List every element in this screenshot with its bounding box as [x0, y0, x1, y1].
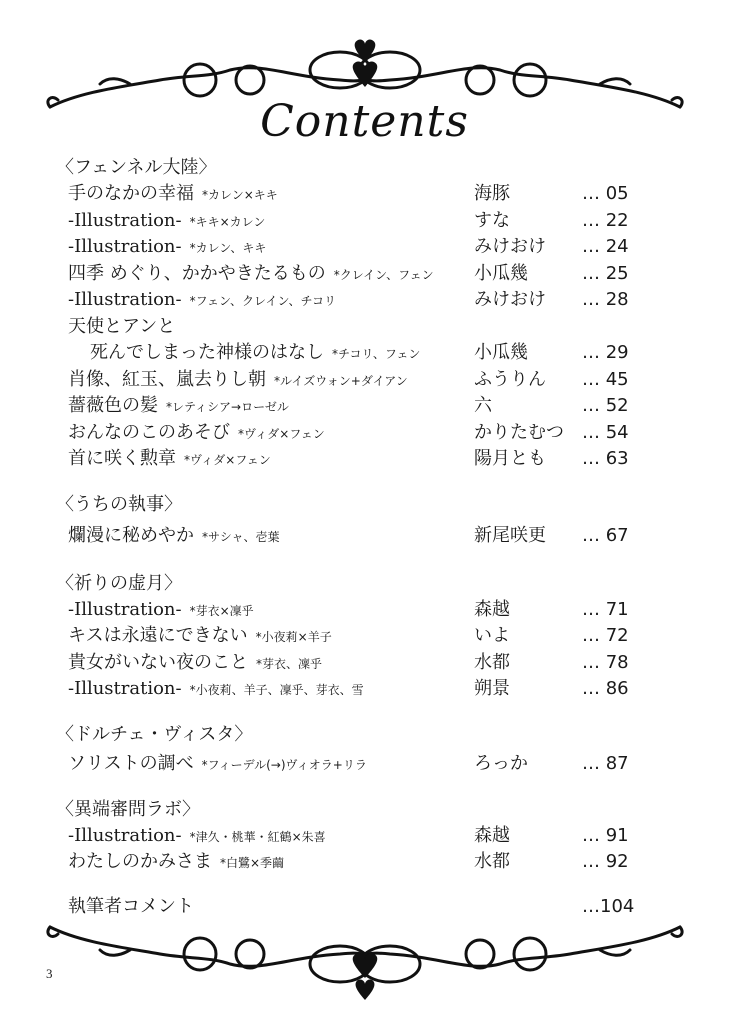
toc-entry[interactable]	[56, 261, 656, 288]
entry-title: 首に咲く勲章	[68, 448, 176, 469]
entry-title: 肖像、紅玉、嵐去りし朝	[68, 368, 266, 390]
entry-page: … 67	[582, 524, 629, 546]
page-title	[0, 96, 729, 147]
toc-entry[interactable]	[56, 340, 656, 367]
entry-note: *白鷺×季繭	[220, 856, 285, 870]
entry-page: … 71	[582, 598, 629, 620]
entry-page: … 52	[582, 395, 629, 416]
entry-page: … 86	[582, 678, 629, 699]
entry-title: -Illustration-	[68, 236, 182, 257]
entry-title: 天使とアンと	[68, 315, 176, 337]
entry-note: *小夜莉×羊子	[255, 630, 332, 644]
entry-note: *ヴィダ×フェン	[184, 453, 271, 467]
entry-author: 海豚	[474, 183, 510, 204]
entry-author: ふうりん	[474, 368, 546, 390]
entry-page: …104	[582, 895, 635, 917]
entry-title: 貴女がいない夜のこと	[68, 651, 248, 673]
entry-page: … 05	[582, 183, 629, 204]
entry-note: *ルイズウォン+ダイアン	[274, 373, 408, 388]
entry-title: わたしのかみさま	[68, 851, 212, 872]
entry-page: … 28	[582, 289, 629, 310]
entry-title: -Illustration-	[68, 678, 182, 699]
entry-title: -Illustration-	[68, 209, 182, 231]
entry-note: *フェン、クレイン、チコリ	[189, 294, 337, 308]
toc-entry-title-line1[interactable]	[56, 314, 656, 341]
entry-note: *クレイン、フェン	[333, 267, 434, 282]
entry-title: -Illustration-	[68, 598, 182, 620]
entry-author: 陽月とも	[474, 448, 546, 469]
entry-author: 新尾咲更	[474, 524, 546, 546]
entry-page: … 22	[582, 209, 629, 231]
entry-author: いよ	[474, 625, 510, 646]
entry-author: みけおけ	[474, 236, 546, 257]
entry-note: *チコリ、フェン	[332, 347, 421, 361]
entry-title: 執筆者コメント	[68, 895, 194, 917]
toc-entry[interactable]	[56, 748, 656, 780]
entry-title: -Illustration-	[68, 289, 182, 310]
entry-page: … 45	[582, 368, 629, 390]
entry-page: … 87	[582, 752, 629, 774]
toc-entry[interactable]	[56, 446, 656, 473]
entry-note: *津久・桃華・紅鶴×朱喜	[189, 829, 326, 844]
entry-page: … 25	[582, 262, 629, 284]
entry-author: 小瓜幾	[474, 262, 528, 284]
toc-entry[interactable]	[56, 518, 656, 554]
toc-entry[interactable]	[56, 234, 656, 261]
section-heading: 〈フェンネル大陸〉	[56, 157, 217, 178]
section-heading: 〈うちの執事〉	[56, 493, 182, 515]
entry-page: … 91	[582, 824, 629, 846]
entry-title: ソリストの調べ	[68, 752, 194, 774]
entry-page: … 92	[582, 851, 629, 872]
toc-entry[interactable]	[56, 393, 656, 420]
entry-note: *フィーデル(→)ヴィオラ+リラ	[201, 757, 367, 772]
section-heading: 〈異端審問ラボ〉	[56, 798, 200, 820]
entry-note: *サシャ、壱葉	[202, 529, 280, 544]
bottom-ornament	[40, 912, 690, 1002]
toc-entry[interactable]	[56, 676, 656, 703]
entry-author: 六	[474, 395, 492, 416]
entry-title: 四季 めぐり、かかやきたるもの	[68, 262, 326, 284]
entry-author: すな	[474, 209, 510, 231]
entry-title: キスは永遠にできない	[68, 625, 248, 646]
entry-page: … 24	[582, 236, 629, 257]
toc-entry[interactable]	[56, 597, 656, 624]
entry-note: *芽衣×凜乎	[189, 603, 254, 618]
toc-entry[interactable]	[56, 287, 656, 314]
entry-author: 森越	[474, 598, 510, 620]
entry-author: 小瓜幾	[474, 342, 528, 363]
flourish-heart-icon	[40, 912, 690, 1002]
entry-page: … 78	[582, 651, 629, 673]
toc-entry[interactable]	[56, 367, 656, 394]
section-heading: 〈祈りの虚月〉	[56, 572, 182, 594]
entry-page: … 63	[582, 448, 629, 469]
entry-title: 手のなかの幸福	[68, 183, 194, 204]
entry-author: みけおけ	[474, 289, 546, 310]
entry-note: *レティシア→ローゼル	[166, 400, 289, 414]
entry-note: *小夜莉、羊子、凜乎、芽衣、雪	[189, 683, 364, 697]
entry-page: … 54	[582, 421, 629, 443]
entry-title: 薔薇色の髪	[68, 395, 158, 416]
entry-note: *カレン×キキ	[202, 188, 278, 202]
entry-author: 水都	[474, 651, 510, 673]
toc-entry[interactable]	[56, 181, 656, 208]
page-number: 3	[46, 966, 53, 981]
entry-author: かりたむつ	[474, 421, 564, 443]
entry-author: 森越	[474, 824, 510, 846]
toc-entry[interactable]	[56, 208, 656, 235]
toc-entry[interactable]	[56, 849, 656, 876]
toc-entry[interactable]	[56, 823, 656, 850]
toc-entry[interactable]	[56, 650, 656, 677]
entry-note: *カレン、キキ	[189, 241, 267, 255]
entry-note: *キキ×カレン	[189, 214, 266, 229]
entry-page: … 72	[582, 625, 629, 646]
entry-author: 朔景	[474, 678, 510, 699]
entry-note: *ヴィダ×フェン	[238, 426, 325, 441]
entry-author: 水都	[474, 851, 510, 872]
entry-author: ろっか	[474, 752, 528, 774]
entry-title: おんなのこのあそび	[68, 421, 230, 443]
entry-title: -Illustration-	[68, 824, 182, 846]
table-of-contents	[56, 154, 656, 922]
contents-title: Contents	[260, 96, 469, 147]
entry-page: … 29	[582, 342, 629, 363]
entry-note: *芽衣、凜乎	[256, 656, 323, 671]
entry-title: 死んでしまった神様のはなし	[90, 342, 324, 363]
toc-entry[interactable]	[56, 420, 656, 447]
entry-title: 爛漫に秘めやか	[68, 524, 194, 546]
toc-entry[interactable]	[56, 623, 656, 650]
section-heading: 〈ドルチェ・ヴィスタ〉	[56, 723, 253, 745]
